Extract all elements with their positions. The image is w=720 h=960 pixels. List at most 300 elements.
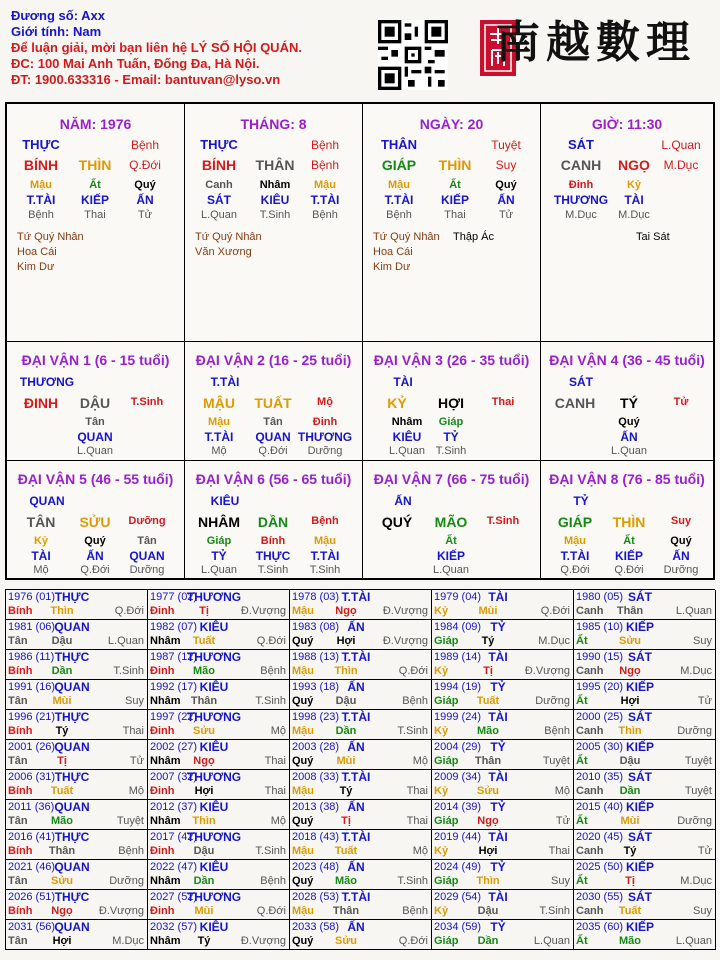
year-god: TỶ (490, 800, 506, 814)
hidden-stem: Mậu (314, 179, 336, 191)
hidden-state: L.Quan (432, 564, 470, 576)
year-branch: Dậu (193, 845, 215, 857)
year-cell (148, 920, 290, 950)
year-god: THỰC (54, 650, 90, 664)
year-label: 1983 (08) (292, 621, 340, 633)
hidden-stem: Mậu (564, 535, 586, 547)
year-state: Đ.Vượng (240, 605, 286, 617)
year-god: T.TÀI (341, 830, 371, 844)
pillar-god: THỰC (200, 137, 238, 152)
year-god: THƯƠNG (186, 650, 242, 664)
hidden-state: T.Sinh (309, 564, 341, 576)
year-branch: Dần (193, 875, 215, 887)
year-state: L.Quan (675, 935, 712, 947)
pillar-branch: THÂN (255, 157, 295, 173)
year-stem: Nhâm (150, 695, 181, 707)
dai-van-god: KIÊU (210, 494, 240, 508)
pillar-day (363, 104, 541, 342)
year-cell (290, 620, 432, 650)
dai-van-cell (541, 342, 713, 461)
year-state: Dưỡng (677, 815, 712, 827)
dai-van-title: ĐẠI VẬN 4 (36 - 45 tuổi) (549, 352, 705, 368)
year-state: L.Quan (533, 935, 570, 947)
hidden-state: L.Quan (200, 564, 238, 576)
year-label: 2002 (27) (150, 741, 198, 753)
contact-address: ĐC: 100 Mai Anh Tuấn, Đống Đa, Hà Nội. (11, 56, 260, 71)
year-state: Suy (693, 905, 712, 917)
year-stem: Ất (576, 875, 588, 887)
year-state: Q.Đới (398, 665, 428, 677)
year-label: 1995 (20) (576, 681, 624, 693)
year-cell (432, 710, 574, 740)
dai-van-cell (7, 461, 185, 578)
dai-van-cell (363, 461, 541, 578)
dai-van-god: QUAN (29, 494, 65, 508)
year-state: Tuyệt (684, 755, 712, 767)
hidden-god: KIÊU (392, 430, 422, 444)
year-state: Dưỡng (109, 875, 144, 887)
year-branch: Mão (335, 875, 357, 887)
year-label: 2024 (49) (434, 861, 482, 873)
year-god: TÀI (488, 590, 508, 604)
year-branch: Dậu (477, 905, 499, 917)
year-cell (574, 830, 716, 860)
year-label: 2020 (45) (576, 831, 624, 843)
year-stem: Đinh (150, 665, 175, 677)
year-cell (6, 590, 148, 620)
year-stem: Canh (576, 905, 604, 917)
year-stem: Ất (576, 755, 588, 767)
year-stem: Ất (576, 695, 588, 707)
year-label: 2018 (43) (292, 831, 340, 843)
dai-van-stem: NHÂM (198, 514, 240, 530)
year-label: 2001 (26) (8, 741, 56, 753)
year-cell (290, 590, 432, 620)
year-branch: Tý (623, 845, 637, 857)
year-god: T.TÀI (341, 770, 371, 784)
hidden-stem: Giáp (206, 535, 232, 547)
hidden-stem: Giáp (438, 416, 464, 428)
hidden-stem: Mậu (208, 416, 230, 428)
dai-van-branch: DẬU (79, 395, 111, 411)
year-god: THƯƠNG (186, 890, 242, 904)
pillar-branch-state: M.Dục (663, 158, 699, 172)
year-cell (432, 680, 574, 710)
year-branch: Hợi (52, 935, 72, 947)
hidden-state: T.Sinh (259, 209, 291, 221)
hidden-state: Tử (498, 209, 514, 221)
dai-van-stem: MẬU (203, 395, 235, 411)
hidden-state: Q.Đới (80, 564, 110, 576)
year-state: Mộ (270, 725, 286, 737)
year-label: 1992 (17) (150, 681, 198, 693)
year-label: 2021 (46) (8, 861, 56, 873)
hidden-state: T.Sinh (435, 445, 467, 457)
year-cell (148, 680, 290, 710)
logo-text: 南越數理 (496, 17, 696, 68)
year-branch: Thân (474, 755, 502, 767)
year-label: 2000 (25) (576, 711, 624, 723)
pillar-month (185, 104, 363, 342)
year-stem: Tân (8, 875, 28, 887)
year-god: QUAN (54, 740, 90, 754)
year-state: Mộ (128, 785, 144, 797)
year-state: Q.Đới (256, 905, 286, 917)
year-state: Dưỡng (535, 695, 570, 707)
hidden-god: TỶ (211, 549, 227, 563)
year-state: T.Sinh (255, 695, 286, 707)
pillar-god: SÁT (568, 137, 594, 152)
hidden-state: Dưỡng (129, 564, 165, 576)
hidden-state: Dưỡng (307, 445, 343, 457)
year-label: 2003 (28) (292, 741, 340, 753)
year-god: SÁT (628, 770, 652, 784)
year-state: Q.Đới (114, 605, 144, 617)
dai-van-cell (363, 342, 541, 461)
hidden-god: ẤN (672, 549, 690, 563)
pillar-branch: THÌN (78, 157, 112, 173)
contact-phone-email: ĐT: 1900.633316 - Email: bantuvan@lyso.vn (11, 72, 281, 87)
year-state: L.Quan (675, 605, 712, 617)
year-branch: Dậu (335, 695, 357, 707)
year-state: Đ.Vượng (240, 935, 286, 947)
year-cell (574, 620, 716, 650)
dai-van-state: T.Sinh (130, 396, 164, 408)
year-branch: Tý (339, 785, 353, 797)
year-god: KIẾP (625, 800, 655, 814)
year-branch: Sửu (192, 725, 216, 737)
hidden-stem: Quý (84, 535, 106, 547)
dai-van-state: Bệnh (311, 515, 339, 527)
hidden-god: THỰC (255, 549, 291, 563)
hidden-state: T.Sinh (257, 564, 289, 576)
year-cell (574, 920, 716, 950)
dai-van-title: ĐẠI VẬN 6 (56 - 65 tuổi) (195, 471, 352, 487)
year-label: 2033 (58) (292, 921, 340, 933)
year-stem: Canh (576, 725, 604, 737)
star-label: Văn Xương (195, 246, 252, 258)
hidden-state: Dưỡng (663, 564, 699, 576)
year-cell (290, 770, 432, 800)
star-label: Thập Ác (453, 231, 494, 243)
year-label: 1993 (18) (292, 681, 340, 693)
star-label: Kim Dư (373, 261, 411, 273)
year-label: 1996 (21) (8, 711, 56, 723)
subject-name: Đương số: Axx (11, 8, 106, 23)
year-cell (6, 680, 148, 710)
hidden-stem: Mậu (388, 179, 410, 191)
year-label: 1999 (24) (434, 711, 482, 723)
year-state: Bệnh (402, 905, 428, 917)
year-label: 2015 (40) (576, 801, 624, 813)
dai-van-branch: HỢI (438, 395, 464, 411)
year-cell (432, 920, 574, 950)
year-cell (432, 620, 574, 650)
hidden-stem: Quý (495, 179, 517, 191)
year-stem: Bính (8, 605, 33, 617)
year-stem: Quý (292, 695, 314, 707)
year-state: M.Dục (680, 665, 712, 677)
hidden-state: Bệnh (28, 209, 54, 221)
hidden-state: Q.Đới (614, 564, 644, 576)
year-branch: Tý (55, 725, 69, 737)
year-label: 2011 (36) (8, 801, 55, 813)
year-branch: Thìn (192, 815, 216, 827)
dai-van-stem: QUÝ (381, 514, 413, 530)
year-stem: Bính (8, 905, 33, 917)
year-label: 2016 (41) (8, 831, 56, 843)
dai-van-stem: TÂN (26, 514, 56, 530)
year-stem: Canh (576, 845, 604, 857)
pillar-god-state: Bệnh (310, 138, 340, 152)
year-stem: Canh (576, 605, 604, 617)
hidden-god: ẤN (86, 549, 104, 563)
year-cell (290, 920, 432, 950)
year-cell (290, 860, 432, 890)
year-stem: Mậu (292, 725, 314, 737)
year-state: T.Sinh (113, 665, 144, 677)
year-state: Đ.Vượng (98, 905, 144, 917)
hidden-state: L.Quan (388, 445, 426, 457)
year-stem: Tân (8, 755, 28, 767)
year-god: TỶ (490, 680, 506, 694)
year-branch: Tuất (192, 635, 216, 647)
year-stem: Tân (8, 815, 28, 827)
year-stem: Mậu (292, 605, 314, 617)
year-stem: Ất (576, 815, 588, 827)
year-label: 1981 (06) (8, 621, 56, 633)
year-cell (148, 800, 290, 830)
year-god: THỰC (54, 830, 90, 844)
year-state: Dưỡng (677, 725, 712, 737)
year-god: THỰC (54, 890, 90, 904)
year-label: 2034 (59) (434, 921, 482, 933)
year-label: 2019 (44) (434, 831, 482, 843)
year-label: 2005 (30) (576, 741, 624, 753)
pillar-title: NĂM: 1976 (59, 116, 132, 132)
year-branch: Tị (483, 665, 493, 677)
hidden-god: ẤN (620, 430, 638, 444)
year-stem: Mậu (292, 785, 314, 797)
year-cell (148, 740, 290, 770)
year-state: Đ.Vượng (382, 635, 428, 647)
year-state: T.Sinh (397, 875, 428, 887)
hidden-state: Mộ (211, 445, 227, 457)
year-god: TÀI (488, 830, 508, 844)
year-state: T.Sinh (255, 845, 286, 857)
year-god: TỶ (490, 860, 506, 874)
year-god: TỶ (490, 920, 506, 934)
year-label: 2023 (48) (292, 861, 340, 873)
year-god: KIÊU (199, 860, 229, 874)
year-state: Tử (129, 755, 144, 767)
year-cell (6, 710, 148, 740)
year-label: 1990 (15) (576, 651, 624, 663)
hidden-stem: Ất (623, 535, 635, 547)
year-state: Tuyệt (542, 755, 570, 767)
dai-van-state: T.Sinh (486, 515, 520, 527)
year-cell (432, 800, 574, 830)
year-god: ẤN (347, 620, 365, 634)
hidden-god: KIẾP (436, 549, 466, 563)
dai-van-branch: SỬU (79, 514, 111, 530)
year-state: Thai (122, 725, 144, 737)
year-label: 1984 (09) (434, 621, 482, 633)
hidden-stem: Tân (263, 416, 283, 428)
hidden-god: KIẾP (440, 193, 470, 207)
year-branch: Mão (477, 725, 499, 737)
year-label: 2026 (51) (8, 891, 56, 903)
dai-van-god: TỶ (573, 494, 589, 508)
year-god: KIẾP (625, 620, 655, 634)
year-cell (290, 890, 432, 920)
year-label: 2014 (39) (434, 801, 482, 813)
year-stem: Đinh (150, 905, 175, 917)
star-label: Tứ Quý Nhân (17, 231, 84, 243)
dai-van-god: THƯƠNG (19, 375, 75, 389)
year-cell (574, 680, 716, 710)
year-cell (574, 590, 716, 620)
year-cell (432, 860, 574, 890)
year-label: 1989 (14) (434, 651, 482, 663)
year-cell (148, 650, 290, 680)
hidden-stem: Đinh (312, 416, 338, 428)
year-label: 2035 (60) (576, 921, 624, 933)
pillar-stem: BÍNH (23, 157, 59, 173)
year-state: Mộ (412, 845, 428, 857)
year-label: 2004 (29) (434, 741, 482, 753)
year-stem: Tân (8, 935, 28, 947)
dai-van-god: TÀI (393, 375, 413, 389)
year-cell (6, 740, 148, 770)
pillar-branch: NGỌ (618, 157, 650, 173)
year-label: 2008 (33) (292, 771, 340, 783)
year-label: 1988 (13) (292, 651, 340, 663)
year-cell (432, 830, 574, 860)
pillar-branch-state: Q.Đới (129, 158, 161, 172)
year-stem: Mậu (292, 905, 314, 917)
pillar-god-state: L.Quan (661, 138, 701, 152)
year-branch: Tị (625, 875, 635, 887)
year-state: M.Dục (538, 635, 570, 647)
year-stem: Quý (292, 875, 314, 887)
year-god: ẤN (347, 860, 365, 874)
year-god: THƯƠNG (186, 710, 242, 724)
year-god: THƯƠNG (186, 590, 242, 604)
year-cell (6, 620, 148, 650)
year-cell (148, 860, 290, 890)
year-state: Q.Đới (256, 635, 286, 647)
year-cell (6, 650, 148, 680)
year-god: SÁT (628, 830, 652, 844)
year-god: QUAN (54, 680, 90, 694)
dai-van-stem: ĐINH (23, 395, 59, 411)
pillar-god: THÂN (380, 137, 418, 152)
year-god: QUAN (54, 620, 90, 634)
year-label: 2017 (42) (150, 831, 198, 843)
dai-van-branch: TÝ (620, 395, 638, 411)
year-label: 1997 (22) (150, 711, 198, 723)
year-label: 1991 (16) (8, 681, 56, 693)
year-state: Mộ (412, 755, 428, 767)
dai-van-stem: GIÁP (557, 514, 593, 530)
year-branch: Thìn (50, 605, 74, 617)
year-god: TÀI (488, 710, 508, 724)
year-stem: Giáp (434, 875, 459, 887)
year-branch: Dần (51, 665, 73, 677)
dai-van-cell (541, 461, 713, 578)
year-state: Q.Đới (398, 935, 428, 947)
year-stem: Canh (576, 785, 604, 797)
year-branch: Dậu (51, 635, 73, 647)
year-label: 2031 (56) (8, 921, 56, 933)
hidden-god: QUAN (129, 549, 165, 563)
hidden-stem: Quý (618, 416, 640, 428)
pillar-title: GIỜ: 11:30 (591, 116, 663, 132)
year-branch: Tý (481, 635, 495, 647)
pillar-stem: BÍNH (201, 157, 237, 173)
year-state: Đ.Vượng (524, 665, 570, 677)
year-cell (6, 920, 148, 950)
pillar-god-state: Tuyệt (491, 138, 521, 152)
star-label: Tai Sát (636, 231, 670, 243)
year-god: TÀI (488, 770, 508, 784)
year-state: Thai (406, 785, 428, 797)
year-branch: Tuất (50, 785, 74, 797)
year-stem: Bính (8, 725, 33, 737)
year-branch: Ngọ (51, 905, 73, 917)
year-stem: Đinh (150, 605, 175, 617)
year-label: 1978 (03) (292, 591, 340, 603)
year-state: Bệnh (260, 665, 286, 677)
year-cell (6, 770, 148, 800)
year-branch: Ngọ (477, 815, 499, 827)
year-branch: Thìn (618, 725, 642, 737)
year-branch: Tý (197, 935, 211, 947)
year-branch: Mùi (620, 815, 640, 827)
year-label: 1986 (11) (8, 651, 55, 663)
year-state: Mộ (270, 815, 286, 827)
year-stem: Giáp (434, 635, 459, 647)
year-cell (6, 830, 148, 860)
chart-header (11, 8, 381, 88)
dai-van-state: Mộ (317, 396, 333, 408)
dai-van-god: T.TÀI (210, 375, 240, 389)
year-cell (290, 650, 432, 680)
hidden-state: Mộ (33, 564, 49, 576)
year-stem: Mậu (292, 845, 314, 857)
dai-van-state: Tử (673, 396, 689, 408)
year-stem: Kỷ (434, 785, 449, 797)
pillars-board (5, 102, 715, 580)
year-god: TỶ (490, 620, 506, 634)
year-cell (432, 740, 574, 770)
pillar-god: THỰC (22, 137, 60, 152)
hidden-god: THƯƠNG (553, 193, 609, 207)
dai-van-state: Suy (670, 515, 692, 527)
year-label: 2028 (53) (292, 891, 340, 903)
year-god: TÀI (488, 890, 508, 904)
pillar-god-state: Bệnh (130, 138, 160, 152)
year-god: KIẾP (625, 920, 655, 934)
year-stem: Nhâm (150, 875, 181, 887)
hidden-state: L.Quan (610, 445, 648, 457)
star-label: Tứ Quý Nhân (373, 231, 440, 243)
hidden-stem: Ất (449, 179, 461, 191)
hidden-god: TÀI (31, 549, 51, 563)
year-branch: Thân (616, 605, 644, 617)
dai-van-cell (185, 461, 363, 578)
